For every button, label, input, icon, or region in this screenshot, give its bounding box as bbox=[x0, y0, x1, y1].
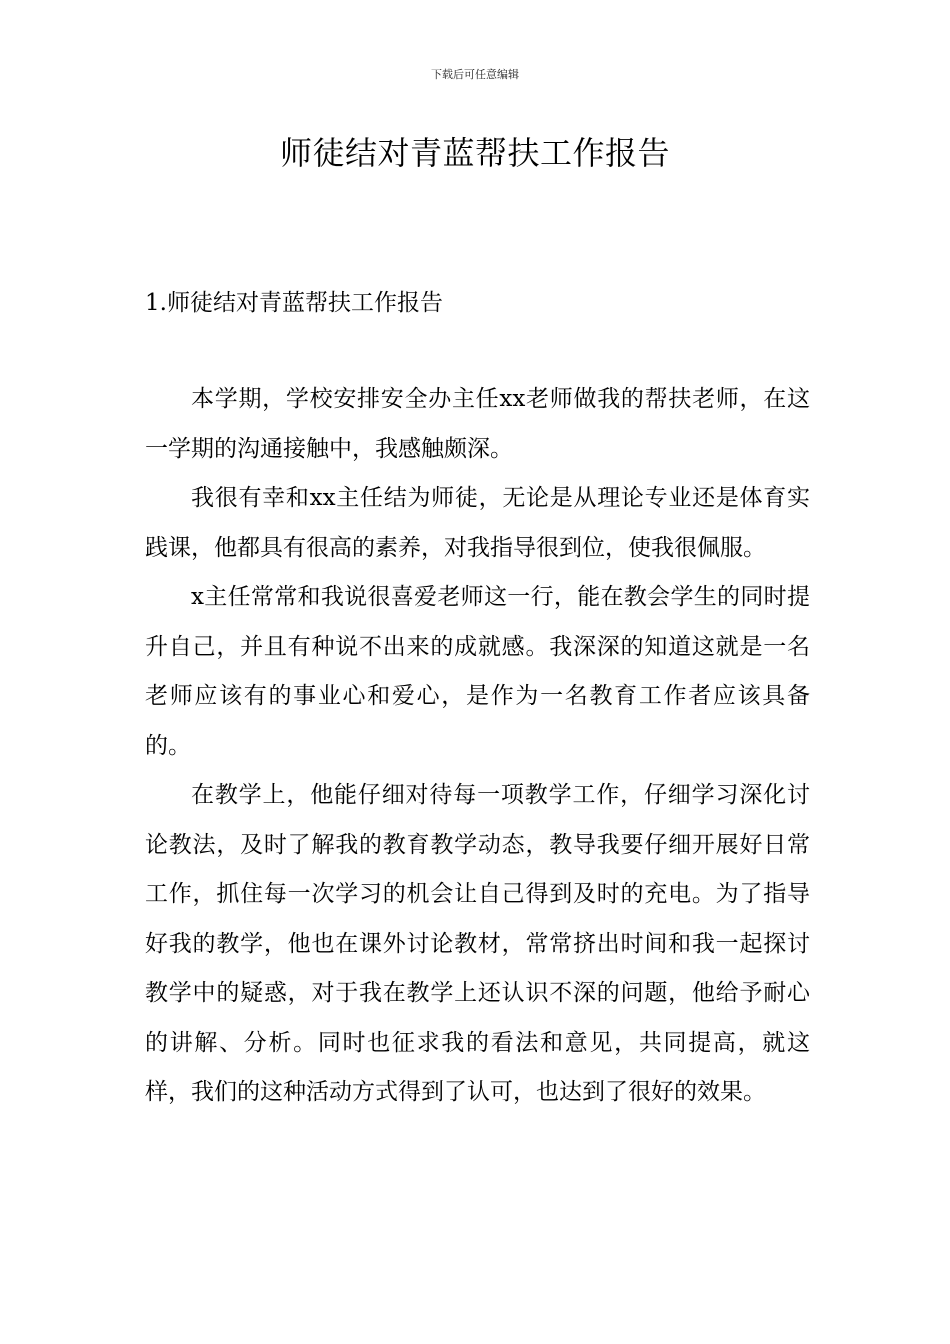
paragraph: 在教学上，他能仔细对待每一项教学工作，仔细学习深化讨论教法，及时了解我的教育教学动态，教导我要仔细开展好日常工作，抓住每一次学习的机会让自己得到及时的充电。为了指导好我的教学，他也在课外讨论教材，常常挤出时间和我一起探讨教学中的疑惑，对于我在教学上还认识不深的问题，他给予耐心的讲解、分析。同时也征求我的看法和意见，共同提高，就这样，我们的这种活动方式得到了认可，也达到了很好的效果。 bbox=[145, 782, 810, 1105]
paragraph: x主任常常和我说很喜爱老师这一行，能在教会学生的同时提升自己，并且有种说不出来的成就感。我深深的知道这就是一名老师应该有的事业心和爱心，是作为一名教育工作者应该具备的。 bbox=[145, 584, 810, 759]
section-heading: 1.师徒结对青蓝帮扶工作报告 bbox=[145, 290, 443, 316]
header-note: 下载后可任意编辑 bbox=[431, 68, 519, 81]
document-body bbox=[145, 375, 810, 1118]
paragraph: 我很有幸和xx主任结为师徒，无论是从理论专业还是体育实践课，他都具有很高的素养，对我指导很到位，使我很佩服。 bbox=[145, 485, 810, 561]
paragraph: 本学期，学校安排安全办主任xx老师做我的帮扶老师，在这一学期的沟通接触中，我感触颇深。 bbox=[145, 386, 810, 462]
document-title: 师徒结对青蓝帮扶工作报告 bbox=[279, 134, 670, 172]
